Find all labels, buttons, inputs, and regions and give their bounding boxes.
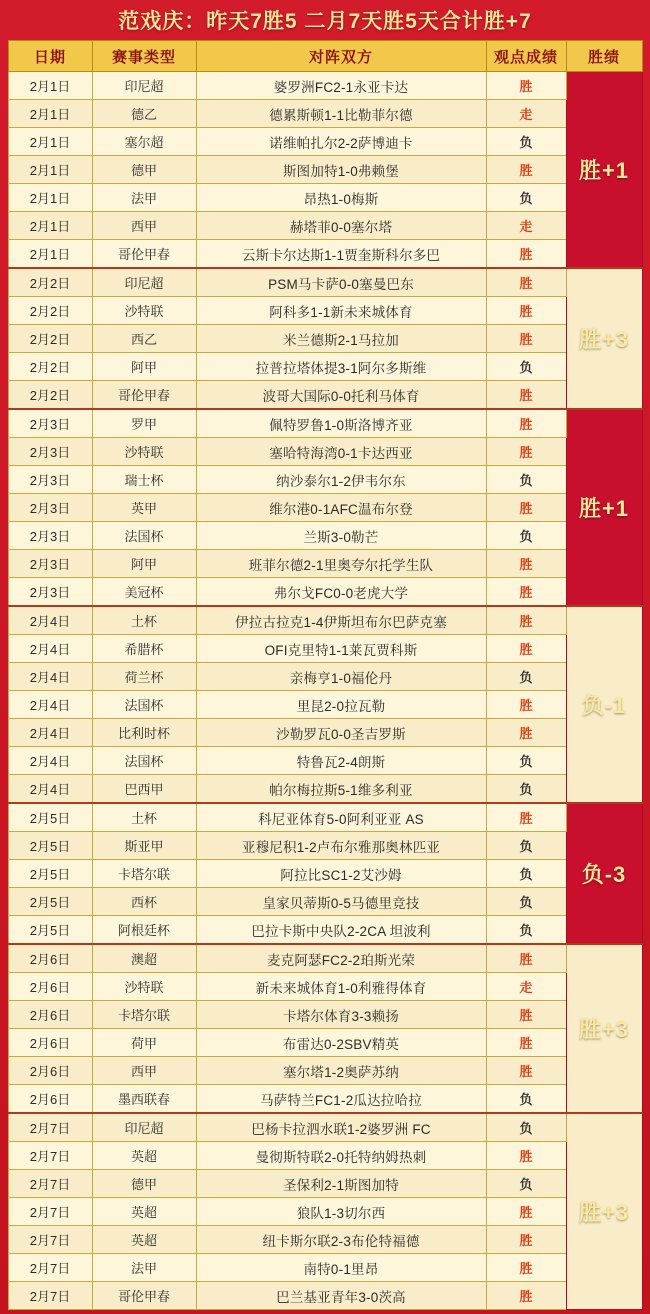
cell-date: 2月7日 [8,1254,92,1282]
cell-match: 特鲁瓦2-4朗斯 [196,747,486,775]
cell-view-result: 胜 [486,240,566,269]
cell-view-result: 负 [486,860,566,888]
cell-match: 塞哈特海湾0-1卡达西亚 [196,438,486,466]
cell-match: 德累斯顿1-1比勒菲尔德 [196,100,486,128]
results-table [8,40,643,1310]
cell-match: 沙勒罗瓦0-0圣吉罗斯 [196,719,486,747]
cell-view-result: 胜 [486,268,566,297]
cell-type: 塞尔超 [92,128,196,156]
cell-date: 2月3日 [8,522,92,550]
cell-type: 澳超 [92,944,196,973]
cell-date: 2月4日 [8,606,92,635]
cell-view-result: 负 [486,775,566,804]
table-row [8,466,642,494]
table-header [8,41,642,72]
cell-match: 曼彻斯特联2-0托特纳姆热刺 [196,1142,486,1170]
cell-date: 2月7日 [8,1170,92,1198]
cell-group-result: 胜+3 [566,1113,642,1310]
cell-group-result: 胜+3 [566,268,642,409]
table-row [8,663,642,691]
cell-match: 帕尔梅拉斯5-1维多利亚 [196,775,486,804]
cell-match: 云斯卡尔达斯1-1贾奎斯科尔多巴 [196,240,486,269]
cell-view-result: 负 [486,888,566,916]
table-row [8,1198,642,1226]
cell-view-result: 负 [486,832,566,860]
cell-group-result: 负-1 [566,606,642,803]
cell-view-result: 负 [486,128,566,156]
table-row [8,1029,642,1057]
cell-match: 亚穆尼积1-2卢布尔雅那奥林匹亚 [196,832,486,860]
cell-type: 哥伦甲春 [92,1282,196,1310]
cell-date: 2月4日 [8,719,92,747]
cell-match: 马萨特兰FC1-2瓜达拉哈拉 [196,1085,486,1114]
cell-date: 2月4日 [8,747,92,775]
cell-match: 伊拉古拉克1-4伊斯坦布尔巴萨克塞 [196,606,486,635]
cell-group-result: 胜+1 [566,409,642,606]
cell-match: 拉普拉塔体提3-1阿尔多斯维 [196,353,486,381]
cell-type: 沙特联 [92,438,196,466]
cell-date: 2月2日 [8,325,92,353]
cell-type: 土杯 [92,606,196,635]
cell-view-result: 胜 [486,156,566,184]
table-row [8,1254,642,1282]
cell-type: 比利时杯 [92,719,196,747]
cell-view-result: 胜 [486,494,566,522]
cell-date: 2月2日 [8,353,92,381]
cell-match: 麦克阿瑟FC2-2珀斯光荣 [196,944,486,973]
cell-type: 法国杯 [92,522,196,550]
cell-view-result: 胜 [486,1254,566,1282]
table-row [8,747,642,775]
cell-match: 里昆2-0拉瓦勒 [196,691,486,719]
cell-date: 2月7日 [8,1226,92,1254]
table-row [8,578,642,607]
cell-view-result: 负 [486,522,566,550]
cell-type: 哥伦甲春 [92,381,196,410]
cell-match: 佩特罗鲁1-0斯洛博齐亚 [196,409,486,438]
cell-match: 婆罗洲FC2-1永亚卡达 [196,72,486,100]
cell-date: 2月1日 [8,156,92,184]
cell-type: 美冠杯 [92,578,196,607]
cell-type: 土杯 [92,803,196,832]
cell-type: 英超 [92,1226,196,1254]
cell-date: 2月4日 [8,691,92,719]
cell-type: 法国杯 [92,691,196,719]
cell-type: 斯亚甲 [92,832,196,860]
table-row [8,635,642,663]
cell-view-result: 走 [486,100,566,128]
cell-type: 荷兰杯 [92,663,196,691]
cell-view-result: 胜 [486,1057,566,1085]
cell-date: 2月4日 [8,635,92,663]
cell-view-result: 胜 [486,944,566,973]
cell-match: 维尔港0-1AFC温布尔登 [196,494,486,522]
page-title: 范戏庆：昨天7胜5 二月7天胜5天合计胜+7 [118,10,532,33]
cell-type: 西杯 [92,888,196,916]
table-row [8,860,642,888]
cell-match: 阿拉比SC1-2艾沙姆 [196,860,486,888]
table-row [8,606,642,635]
table-row [8,832,642,860]
cell-type: 印尼超 [92,1113,196,1142]
table-row [8,775,642,804]
cell-date: 2月1日 [8,100,92,128]
cell-match: 昂热1-0梅斯 [196,184,486,212]
cell-match: 斯图加特1-0弗赖堡 [196,156,486,184]
cell-type: 英超 [92,1198,196,1226]
cell-view-result: 胜 [486,72,566,100]
cell-match: 巴拉卡斯中央队2-2CA 坦波利 [196,916,486,945]
table-row [8,1001,642,1029]
cell-type: 沙特联 [92,973,196,1001]
cell-date: 2月6日 [8,944,92,973]
cell-group-result: 负-3 [566,803,642,944]
cell-date: 2月3日 [8,466,92,494]
cell-match: 班菲尔德2-1里奥夸尔托学生队 [196,550,486,578]
cell-view-result: 胜 [486,438,566,466]
table-row [8,522,642,550]
cell-view-result: 负 [486,184,566,212]
table-row [8,325,642,353]
table-row [8,494,642,522]
cell-date: 2月1日 [8,72,92,100]
cell-type: 德甲 [92,156,196,184]
table-row [8,1085,642,1114]
table-row [8,1113,642,1142]
cell-type: 希腊杯 [92,635,196,663]
cell-match: 赫塔菲0-0塞尔塔 [196,212,486,240]
cell-match: 阿科多1-1新未来城体育 [196,297,486,325]
cell-view-result: 胜 [486,1142,566,1170]
cell-view-result: 胜 [486,578,566,607]
table-body [8,72,642,1310]
cell-match: 南特0-1里昂 [196,1254,486,1282]
cell-match: 科尼亚体育5-0阿利亚亚 AS [196,803,486,832]
column-header-type: 赛事类型 [92,41,196,72]
table-row [8,550,642,578]
cell-date: 2月1日 [8,212,92,240]
table-row [8,1170,642,1198]
table-row [8,184,642,212]
cell-view-result: 负 [486,747,566,775]
cell-date: 2月4日 [8,663,92,691]
cell-date: 2月1日 [8,240,92,269]
cell-date: 2月1日 [8,184,92,212]
cell-match: 弗尔戈FC0-0老虎大学 [196,578,486,607]
cell-type: 巴西甲 [92,775,196,804]
column-header-result: 胜绩 [566,41,642,72]
table-row [8,100,642,128]
table-row [8,156,642,184]
table-row [8,240,642,269]
cell-match: 波哥大国际0-0托利马体育 [196,381,486,410]
cell-date: 2月5日 [8,860,92,888]
cell-view-result: 胜 [486,381,566,410]
cell-type: 法甲 [92,1254,196,1282]
cell-view-result: 负 [486,663,566,691]
cell-view-result: 胜 [486,1198,566,1226]
cell-match: 巴兰基亚青年3-0茨高 [196,1282,486,1310]
cell-match: 布雷达0-2SBV精英 [196,1029,486,1057]
cell-date: 2月6日 [8,1057,92,1085]
cell-date: 2月3日 [8,550,92,578]
cell-view-result: 胜 [486,325,566,353]
cell-type: 西甲 [92,212,196,240]
table-row [8,719,642,747]
table-row [8,297,642,325]
cell-view-result: 胜 [486,606,566,635]
table-row [8,353,642,381]
cell-view-result: 胜 [486,1282,566,1310]
cell-type: 墨西联春 [92,1085,196,1114]
cell-date: 2月6日 [8,973,92,1001]
cell-date: 2月3日 [8,438,92,466]
cell-type: 西乙 [92,325,196,353]
cell-date: 2月3日 [8,494,92,522]
cell-match: 纳沙泰尔1-2伊韦尔东 [196,466,486,494]
table-row [8,691,642,719]
table-row [8,381,642,410]
column-header-view: 观点成绩 [486,41,566,72]
cell-type: 瑞士杯 [92,466,196,494]
cell-view-result: 胜 [486,803,566,832]
cell-view-result: 走 [486,973,566,1001]
cell-match: PSM马卡萨0-0塞曼巴东 [196,268,486,297]
header-row [8,41,642,72]
cell-type: 哥伦甲春 [92,240,196,269]
cell-match: 兰斯3-0勒芒 [196,522,486,550]
cell-match: 塞尔塔1-2奥萨苏纳 [196,1057,486,1085]
cell-type: 阿甲 [92,353,196,381]
cell-view-result: 走 [486,212,566,240]
table-row [8,973,642,1001]
table-row [8,212,642,240]
cell-type: 法甲 [92,184,196,212]
cell-view-result: 胜 [486,409,566,438]
cell-type: 印尼超 [92,72,196,100]
cell-type: 英超 [92,1142,196,1170]
table-row [8,1057,642,1085]
cell-match: 圣保利2-1斯图加特 [196,1170,486,1198]
cell-view-result: 胜 [486,719,566,747]
table-row [8,944,642,973]
column-header-match: 对阵双方 [196,41,486,72]
cell-match: 纽卡斯尔联2-3布伦特福德 [196,1226,486,1254]
cell-match: 米兰德斯2-1马拉加 [196,325,486,353]
cell-type: 英甲 [92,494,196,522]
cell-date: 2月3日 [8,578,92,607]
table-row [8,128,642,156]
cell-type: 荷甲 [92,1029,196,1057]
table-row [8,1282,642,1310]
cell-group-result: 胜+1 [566,72,642,269]
table-row [8,803,642,832]
table-row [8,916,642,945]
cell-group-result: 胜+3 [566,944,642,1113]
cell-date: 2月2日 [8,268,92,297]
cell-view-result: 胜 [486,1029,566,1057]
cell-view-result: 胜 [486,635,566,663]
cell-match: 新未来城体育1-0利雅得体育 [196,973,486,1001]
cell-date: 2月7日 [8,1282,92,1310]
cell-view-result: 负 [486,1085,566,1114]
cell-date: 2月4日 [8,775,92,804]
cell-match: 诺维帕扎尔2-2萨博迪卡 [196,128,486,156]
cell-view-result: 胜 [486,691,566,719]
cell-view-result: 胜 [486,1001,566,1029]
cell-type: 罗甲 [92,409,196,438]
cell-date: 2月7日 [8,1198,92,1226]
cell-date: 2月2日 [8,297,92,325]
cell-date: 2月6日 [8,1001,92,1029]
cell-type: 卡塔尔联 [92,860,196,888]
cell-view-result: 胜 [486,550,566,578]
cell-date: 2月7日 [8,1113,92,1142]
table-row [8,409,642,438]
cell-match: OFI克里特1-1莱瓦贾科斯 [196,635,486,663]
cell-type: 法国杯 [92,747,196,775]
table-row [8,268,642,297]
cell-type: 沙特联 [92,297,196,325]
cell-match: 卡塔尔体育3-3赖扬 [196,1001,486,1029]
cell-date: 2月6日 [8,1085,92,1114]
column-header-date: 日期 [8,41,92,72]
table-row [8,1142,642,1170]
cell-date: 2月5日 [8,916,92,945]
cell-type: 阿根廷杯 [92,916,196,945]
cell-view-result: 负 [486,1113,566,1142]
cell-date: 2月2日 [8,381,92,410]
cell-date: 2月3日 [8,409,92,438]
cell-match: 皇家贝蒂斯0-5马德里竞技 [196,888,486,916]
cell-type: 德乙 [92,100,196,128]
cell-view-result: 负 [486,916,566,945]
cell-view-result: 负 [486,353,566,381]
table-row [8,1226,642,1254]
cell-match: 亲梅亨1-0福伦丹 [196,663,486,691]
cell-type: 阿甲 [92,550,196,578]
table-row [8,888,642,916]
cell-view-result: 胜 [486,1226,566,1254]
cell-view-result: 负 [486,1170,566,1198]
cell-view-result: 胜 [486,297,566,325]
cell-date: 2月5日 [8,832,92,860]
cell-type: 印尼超 [92,268,196,297]
table-row [8,438,642,466]
cell-view-result: 负 [486,466,566,494]
cell-match: 巴杨卡拉泗水联1-2婆罗洲 FC [196,1113,486,1142]
table-row [8,72,642,100]
cell-date: 2月1日 [8,128,92,156]
cell-date: 2月5日 [8,803,92,832]
cell-type: 德甲 [92,1170,196,1198]
cell-date: 2月6日 [8,1029,92,1057]
cell-date: 2月5日 [8,888,92,916]
cell-match: 狼队1-3切尔西 [196,1198,486,1226]
cell-date: 2月7日 [8,1142,92,1170]
cell-type: 卡塔尔联 [92,1001,196,1029]
cell-type: 西甲 [92,1057,196,1085]
